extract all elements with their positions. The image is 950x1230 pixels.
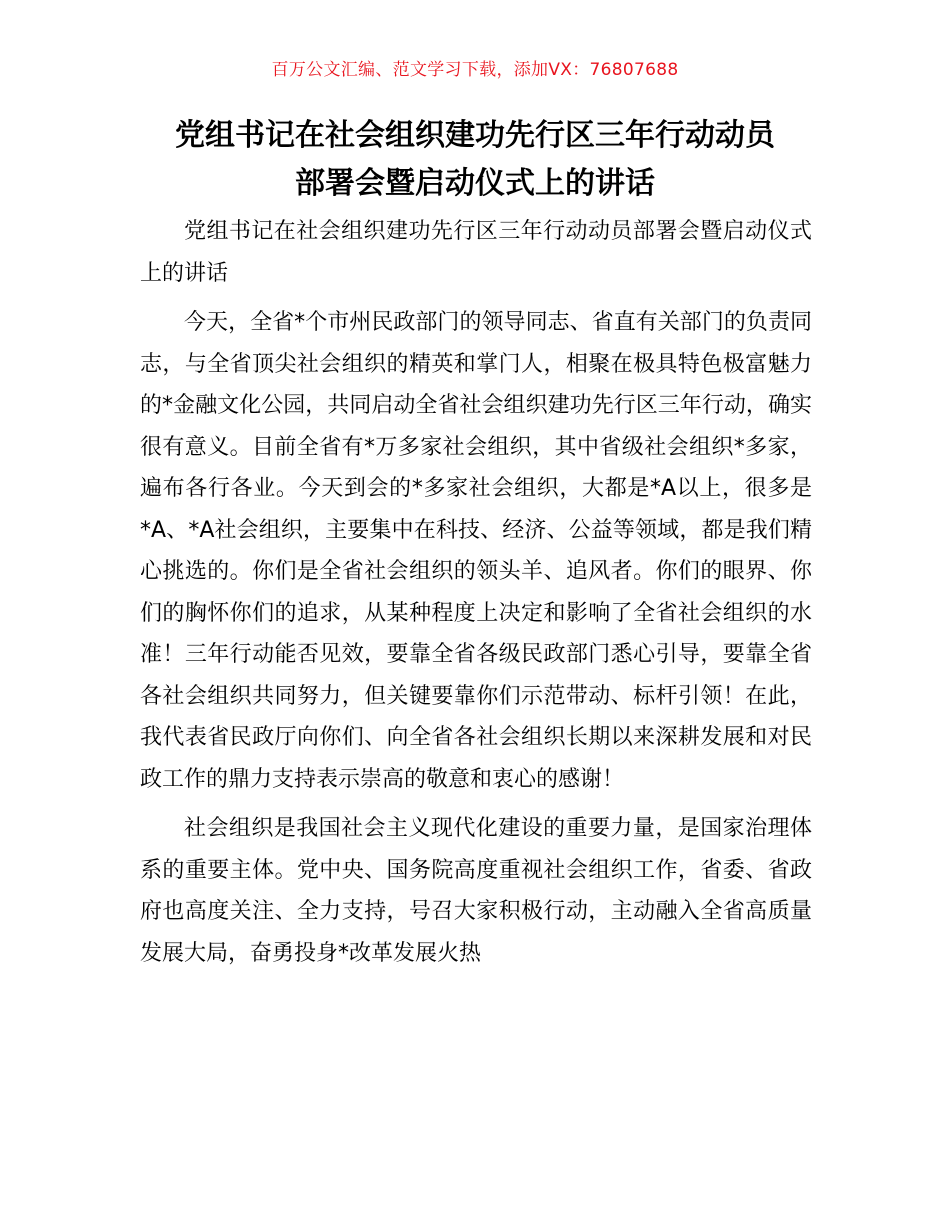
paragraph-opening: 今天，全省*个市州民政部门的领导同志、省直有关部门的负责同志，与全省顶尖社会组织的精英和掌门人，相聚在极具特色极富魅力的*金融文化公园，共同启动全省社会组织建功先行区三年行动，确实很有意义。目前全省有*万多家社会组织，其中省级社会组织*多家，遍布各行各业。今天到会的*多家社会组织，大都是*A以上，很多是*A、*A社会组织，主要集中在科技、经济、公益等领域，都是我们精心挑选的。你们是全省社会组织的领头羊、追风者。你们的眼界、你们的胸怀你们的追求，从某种程度上决定和影响了全省社会组织的水准！三年行动能否见效，要靠全省各级民政部门悉心引导，要靠全省各社会组织共同努力，但关键要靠你们示范带动、标杆引领！在此，我代表省民政厅向你们、向全省各社会组织长期以来深耕发展和对民政工作的鼎力支持表示崇高的敬意和衷心的感谢！: [140, 310, 812, 792]
document-body: [140, 211, 812, 982]
paragraph-subtitle: 党组书记在社会组织建功先行区三年行动动员部署会暨启动仪式上的讲话: [140, 219, 812, 286]
document-title: [110, 112, 840, 208]
watermark-banner: 百万公文汇编、范文学习下载，添加VX：76807688: [271, 60, 679, 80]
title-line-1: 党组书记在社会组织建功先行区三年行动动员: [175, 118, 775, 153]
title-line-2: 部署会暨启动仪式上的讲话: [295, 166, 655, 201]
paragraph-importance: 社会组织是我国社会主义现代化建设的重要力量，是国家治理体系的重要主体。党中央、国务院高度重视社会组织工作，省委、省政府也高度关注、全力支持，号召大家积极行动，主动融入全省高质量发展大局，奋勇投身*改革发展火热: [140, 816, 812, 966]
